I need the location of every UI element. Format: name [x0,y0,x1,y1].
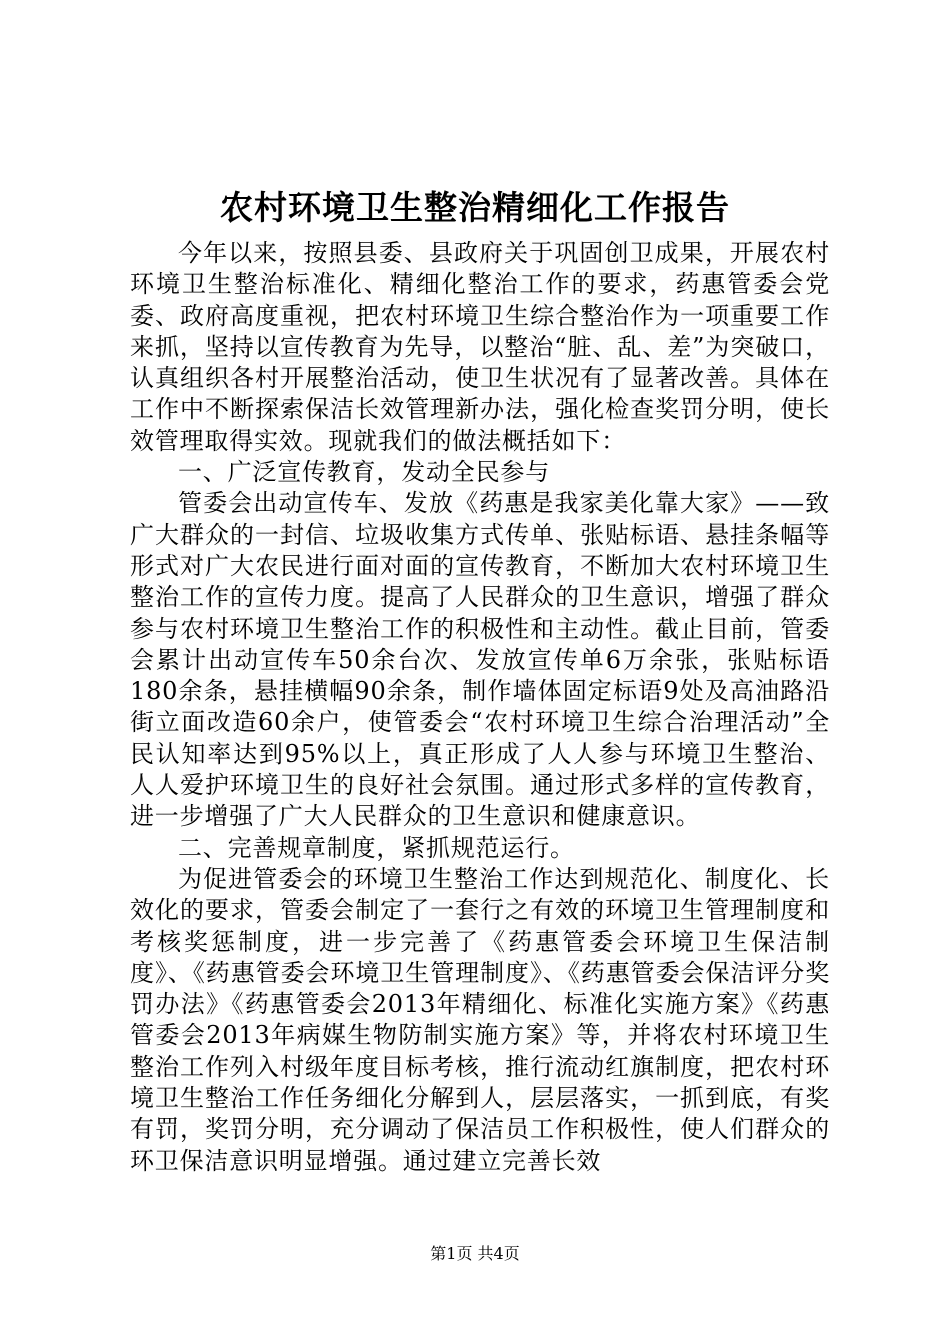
paragraph-intro: 今年以来，按照县委、县政府关于巩固创卫成果，开展农村环境卫生整治标准化、精细化整治工作的要求，药惠管委会党委、政府高度重视，把农村环境卫生综合整治作为一项重要工作来抓，坚持以宣传教育为先导，以整治“脏、乱、差”为突破口，认真组织各村开展整治活动，使卫生状况有了显著改善。具体在工作中不断探索保洁长效管理新办法，强化检查奖罚分明，使长效管理取得实效。现就我们的做法概括如下： [130,239,830,455]
document-title: 农村环境卫生整治精细化工作报告 [220,188,730,227]
section-heading-1: 一、广泛宣传教育，发动全民参与 [178,458,550,487]
document-body [130,238,830,1177]
paragraph-section-1: 管委会出动宣传车、发放《药惠是我家美化靠大家》——致广大群众的一封信、垃圾收集方式传单、张贴标语、悬挂条幅等形式对广大农民进行面对面的宣传教育，不断加大农村环境卫生整治工作的宣传力度。提高了人民群众的卫生意识，增强了群众参与农村环境卫生整治工作的积极性和主动性。截止目前，管委会累计出动宣传车50余台次、发放宣传单6万余张，张贴标语180余条，悬挂横幅90余条，制作墙体固定标语9处及高油路沿街立面改造60余户，使管委会“农村环境卫生综合治理活动”全民认知率达到95%以上，真正形成了人人参与环境卫生整治、人人爱护环境卫生的良好社会氛围。通过形式多样的宣传教育，进一步增强了广大人民群众的卫生意识和健康意识。 [130,489,830,831]
page-footer: 第1页 共4页 [430,1244,520,1263]
paragraph-section-2: 为促进管委会的环境卫生整治工作达到规范化、制度化、长效化的要求，管委会制定了一套行之有效的环境卫生管理制度和考核奖惩制度，进一步完善了《药惠管委会环境卫生保洁制度》、《药惠管委会环境卫生管理制度》、《药惠管委会保洁评分奖罚办法》《药惠管委会2013年精细化、标准化实施方案》《药惠管委会2013年病媒生物防制实施方案》等，并将农村环境卫生整治工作列入村级年度目标考核，推行流动红旗制度，把农村环境卫生整治工作任务细化分解到人，层层落实，一抓到底，有奖有罚，奖罚分明，充分调动了保洁员工作积极性，使人们群众的环卫保洁意识明显增强。通过建立完善长效 [130,864,830,1175]
section-heading-2: 二、完善规章制度，紧抓规范运行。 [178,833,575,862]
